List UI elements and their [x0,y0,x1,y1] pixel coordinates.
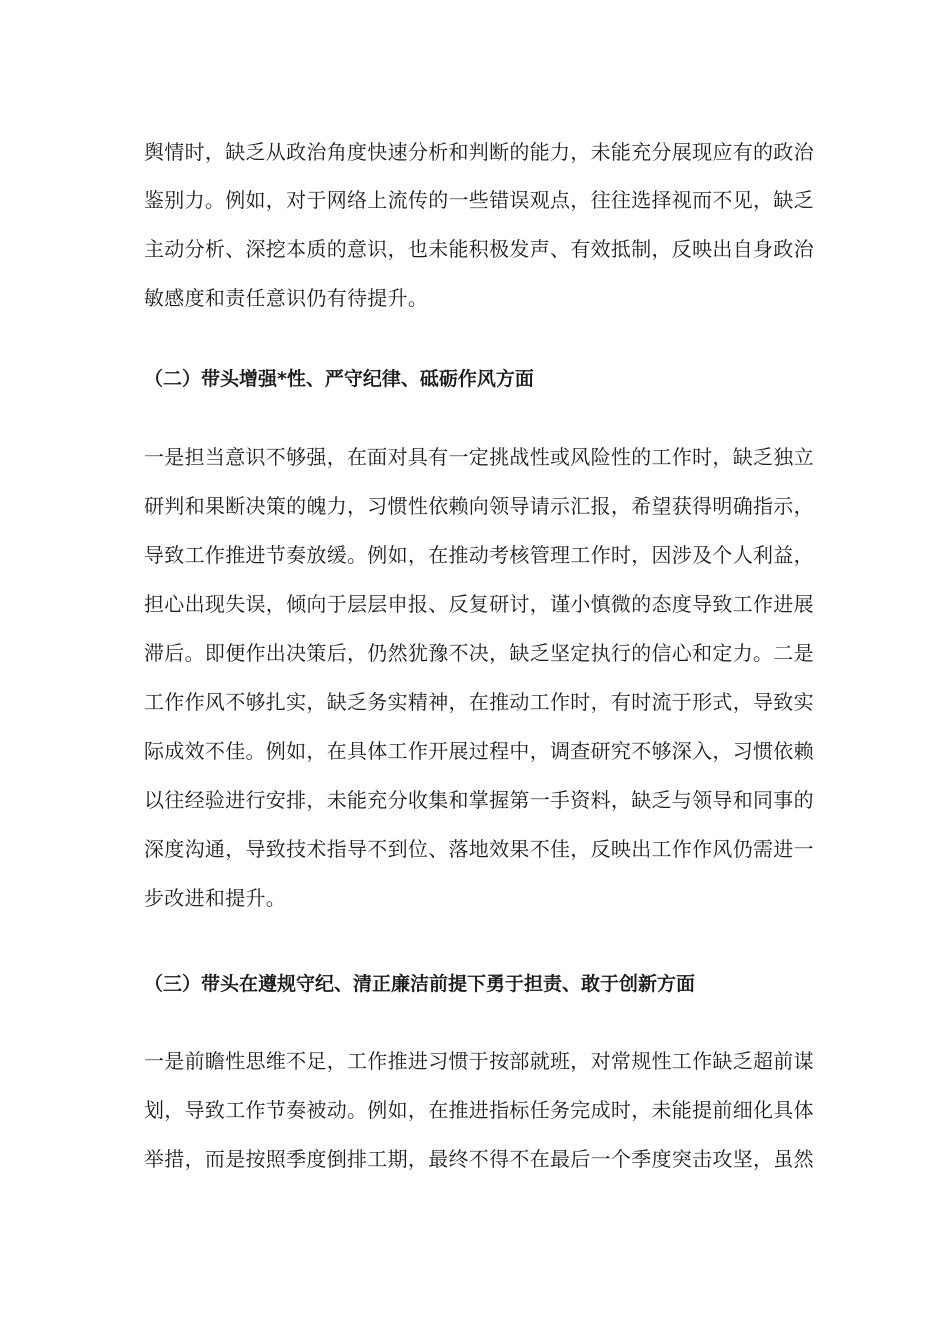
paragraph-2-line-7: 际成效不佳。例如，在具体工作开展过程中，调查研究不够深入，习惯依赖 [144,739,814,763]
paragraph-2-line-5: 滞后。即便作出决策后，仍然犹豫不决，缺乏坚定执行的信心和定力。二是 [144,641,814,665]
paragraph-2-line-1: 一是担当意识不够强，在面对具有一定挑战性或风险性的工作时，缺乏独立 [144,445,814,469]
paragraph-2-line-4: 担心出现失误，倾向于层层申报、反复研讨，谨小慎微的态度导致工作进展 [144,592,814,616]
paragraph-3-line-2: 划，导致工作节奏被动。例如，在推进指标任务完成时，未能提前细化具体 [144,1098,814,1122]
paragraph-1-line-1: 舆情时，缺乏从政治角度快速分析和判断的能力，未能充分展现应有的政治 [144,140,814,164]
paragraph-2-line-2: 研判和果断决策的魄力，习惯性依赖向领导请示汇报，希望获得明确指示， [144,494,814,518]
paragraph-2-line-10: 步改进和提升。 [144,886,287,910]
paragraph-1-line-4: 敏感度和责任意识仍有待提升。 [144,286,429,310]
paragraph-2-line-8: 以往经验进行安排，未能充分收集和掌握第一手资料，缺乏与领导和同事的 [144,788,814,812]
paragraph-1-line-2: 鉴别力。例如，对于网络上流传的一些错误观点，往往选择视而不见，缺乏 [144,188,814,212]
paragraph-2-line-3: 导致工作推进节奏放缓。例如，在推动考核管理工作时，因涉及个人利益， [144,543,814,567]
paragraph-1-line-3: 主动分析、深挖本质的意识，也未能积极发声、有效抵制，反映出自身政治 [144,237,814,261]
paragraph-3-line-1: 一是前瞻性思维不足，工作推进习惯于按部就班，对常规性工作缺乏超前谋 [144,1049,814,1073]
section-heading-3: （三）带头在遵规守纪、清正廉洁前提下勇于担责、敢于创新方面 [144,973,696,995]
paragraph-2-line-9: 深度沟通，导致技术指导不到位、落地效果不佳，反映出工作作风仍需进一 [144,837,814,861]
paragraph-2-line-6: 工作作风不够扎实，缺乏务实精神，在推动工作时，有时流于形式，导致实 [144,690,814,714]
section-heading-2: （二）带头增强*性、严守纪律、砥砺作风方面 [144,368,534,390]
paragraph-3-line-3: 举措，而是按照季度倒排工期，最终不得不在最后一个季度突击攻坚，虽然 [144,1147,814,1171]
